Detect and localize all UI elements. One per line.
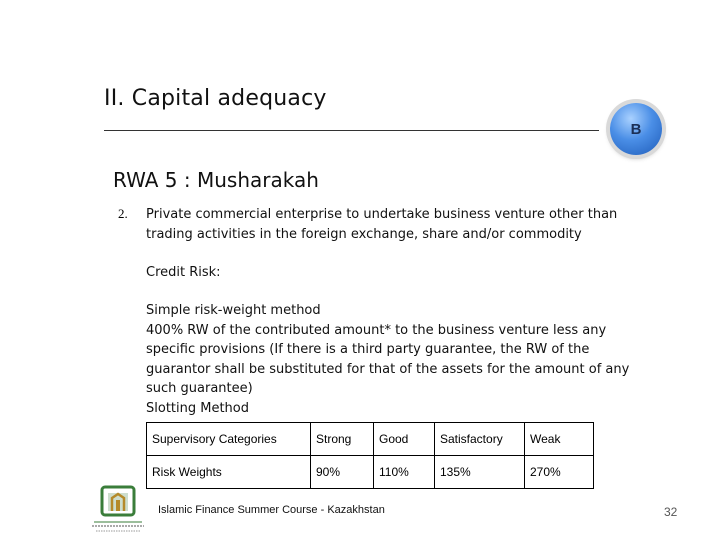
slide-title: II. Capital adequacy <box>104 86 327 111</box>
slotting-heading: Slotting Method <box>146 400 250 416</box>
table-cell: Satisfactory <box>435 423 525 456</box>
credit-risk-label: Credit Risk: <box>146 265 221 280</box>
table-cell: 110% <box>374 456 435 489</box>
table-cell: Weak <box>525 423 594 456</box>
table-cell: Supervisory Categories <box>147 423 311 456</box>
page-number: 32 <box>664 505 678 519</box>
table-cell: 270% <box>525 456 594 489</box>
table-row <box>147 456 594 489</box>
list-item-text: Private commercial enterprise to undertake business venture other than trading activities in the foreign exchange, share and/or commodity <box>146 207 618 242</box>
badge-letter: B <box>630 120 642 138</box>
table-cell: Good <box>374 423 435 456</box>
table-cell: Risk Weights <box>147 456 311 489</box>
list-item-number: 2. <box>118 206 128 221</box>
slide-subtitle: RWA 5 : Musharakah <box>113 168 319 192</box>
title-divider <box>104 130 599 131</box>
table-cell: 90% <box>311 456 374 489</box>
table-cell: Strong <box>311 423 374 456</box>
method-heading: Simple risk-weight method <box>146 303 321 318</box>
institution-logo-icon <box>88 484 148 536</box>
slotting-table <box>146 422 594 489</box>
method-text: 400% RW of the contributed amount* to the business venture less any specific provisions (If there is a third party guarantee, the RW of the guarantor shall be substituted for that of the assets for the amount of any such guarantee) <box>146 322 630 396</box>
footer-text: Islamic Finance Summer Course - Kazakhstan <box>158 504 385 516</box>
section-badge <box>610 103 662 155</box>
table-cell: 135% <box>435 456 525 489</box>
method-block <box>146 301 631 418</box>
table-row <box>147 423 594 456</box>
